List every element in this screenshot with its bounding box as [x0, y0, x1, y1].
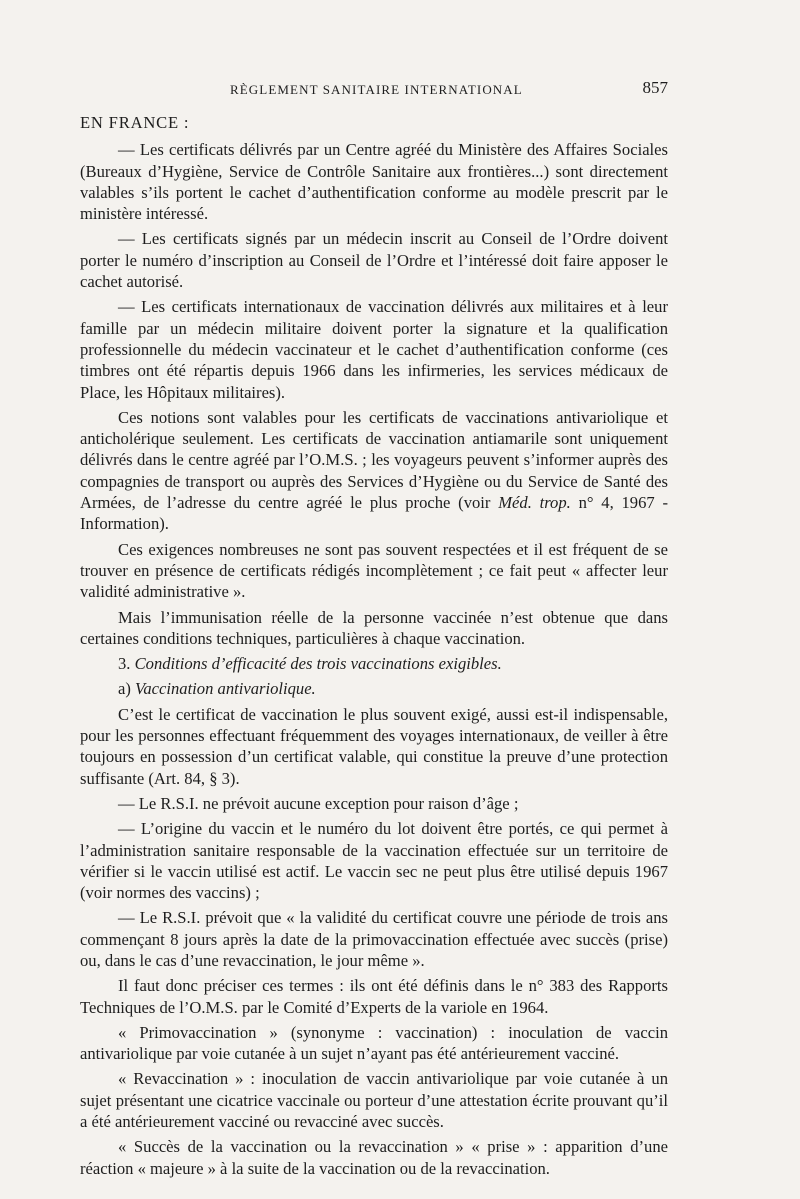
body-text	[80, 112, 668, 1183]
paragraph: — Les certificats délivrés par un Centre agréé du Ministère des Affaires Sociales (Bureaux d’Hygiène, Service de Contrôle Sanitaire aux frontières...) sont directement valables s’ils portent le cachet d’authentification conforme au modèle prescrit par le ministère intéressé.	[80, 140, 668, 224]
paragraph: — Les certificats signés par un médecin inscrit au Conseil de l’Ordre doivent porter le numéro d’inscription au Conseil de l’Ordre et l’intéressé doit faire apposer le cachet autorisé.	[80, 229, 668, 292]
paragraph: C’est le certificat de vaccination le plus souvent exigé, aussi est-il indispensable, pour les personnes effectuant fréquemment des voyages internationaux, de veiller à être toujours en possession d’un certificat valable, qui constitue la preuve d’une protection suffisante (Art. 84, § 3).	[80, 704, 668, 788]
subsection-title: Conditions d’efficacité des trois vaccinations exigibles.	[134, 654, 502, 674]
paragraph: — Les certificats internationaux de vaccination délivrés aux militaires et à leur famille par un médecin militaire doivent porter la signature et la qualification professionnelle du médecin vaccinateur et le cachet d’authentification conforme (ces timbres ont été répartis depuis 1966 dans les infirmeries, les services médicaux de Place, les Hôpitaux militaires).	[80, 297, 668, 402]
paragraph: « Succès de la vaccination ou la revaccination » « prise » : apparition d’une réaction « majeure » à la suite de la vaccination ou de la revaccination.	[80, 1137, 668, 1178]
paragraph: — Le R.S.I. ne prévoit aucune exception pour raison d’âge ;	[118, 793, 519, 813]
page-number: 857	[642, 78, 668, 97]
paragraph: « Primovaccination » (synonyme : vaccination) : inoculation de vaccin antivariolique par voie cutanée à un sujet n’ayant pas été antérieurement vacciné.	[80, 1022, 668, 1064]
paragraph: « Revaccination » : inoculation de vaccin antivariolique par voie cutanée à un sujet présentant une cicatrice vaccinale ou porteur d’une attestation écrite prouvant qu’il a été antérieurement vacciné ou revacciné avec succès.	[80, 1069, 668, 1132]
journal-reference: Méd. trop.	[498, 493, 571, 513]
section-heading: EN FRANCE :	[80, 113, 190, 132]
paragraph	[80, 407, 668, 535]
subsection-heading	[80, 653, 668, 674]
paragraph: Mais l’immunisation réelle de la personne vaccinée n’est obtenue que dans certaines conditions techniques, particulières à chaque vaccination.	[80, 607, 668, 648]
paragraph-text: Ces notions sont valables pour les certificats de vaccinations antivariolique et anticholérique seulement. Les certificats de vaccination antiamarile sont uniquement délivrés dans le centre agréé par l’O.M.S. ; les voyageurs peuvent s’informer auprès des compagnies de transport ou auprès des Services d’Hygiène ou du Service de Santé des Armées, de l’adresse du centre agréé le plus proche (voir	[80, 407, 668, 513]
page-header	[80, 78, 668, 102]
subsubsection-title: Vaccination antivariolique.	[135, 679, 316, 699]
paragraph-text: n° 4, 1967 - Information).	[80, 493, 668, 534]
paragraph: Ces exigences nombreuses ne sont pas souvent respectées et il est fréquent de se trouver en présence de certificats rédigés incomplètement ; ce fait peut « affecter leur validité administrative ».	[80, 539, 668, 602]
subsection-number: 3.	[118, 654, 135, 674]
running-head: RÈGLEMENT SANITAIRE INTERNATIONAL	[230, 82, 523, 97]
subsubsection-letter: a)	[118, 679, 136, 699]
paragraph: Il faut donc préciser ces termes : ils ont été définis dans le n° 383 des Rapports Techniques de l’O.M.S. par le Comité d’Experts de la variole en 1964.	[80, 976, 668, 1017]
paragraph: — L’origine du vaccin et le numéro du lot doivent être portés, ce qui permet à l’administration sanitaire responsable de la vaccination effectuée sur un territoire de vérifier si le vaccin utilisé est actif. Le vaccin sec ne peut plus être utilisé depuis 1967 (voir normes des vaccins) ;	[80, 819, 668, 903]
paragraph: — Le R.S.I. prévoit que « la validité du certificat couvre une période de trois ans commençant 8 jours après la date de la primovaccination effectuée avec succès (prise) ou, dans le cas d’une revaccination, le jour même ».	[80, 908, 668, 970]
subsubsection-heading	[80, 678, 668, 699]
